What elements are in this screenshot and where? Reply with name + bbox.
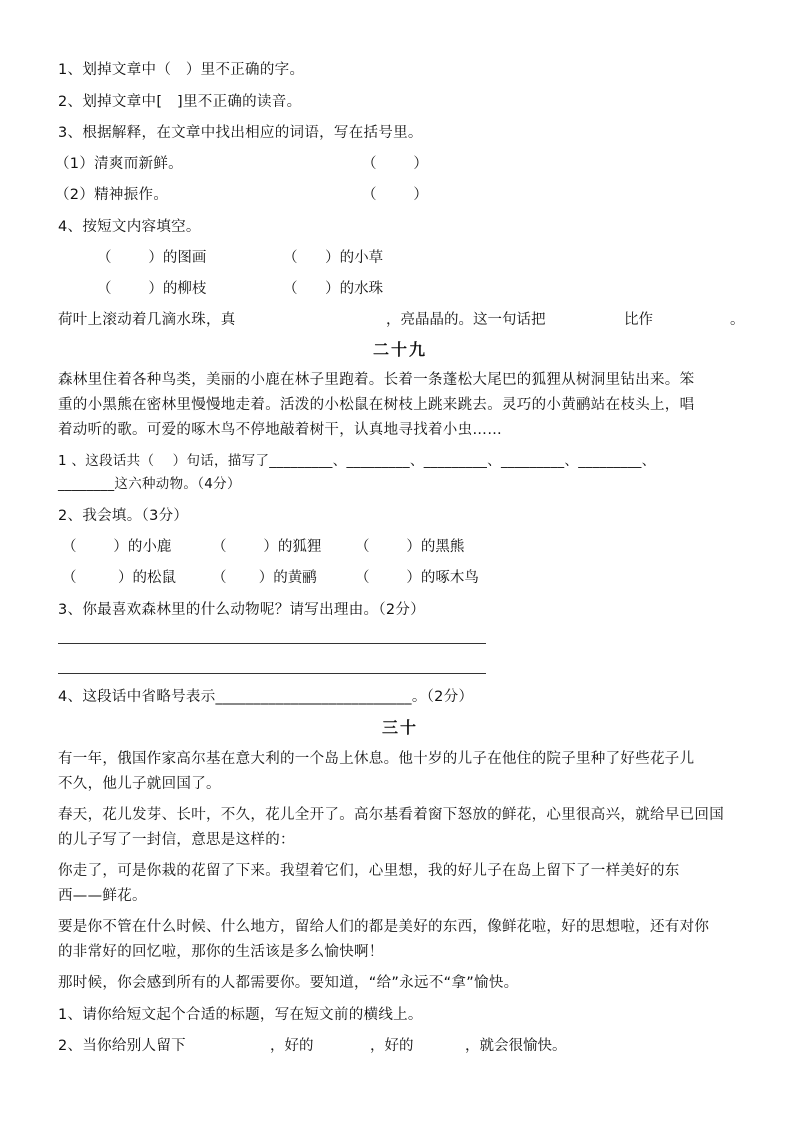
paragraph-line: 你走了，可是你栽的花留了下来。我望着它们，心里想，我的好儿子在岛上留下了一样美好的东 xyxy=(58,863,680,879)
question-1-cont: ________这六种动物。（4分） xyxy=(58,476,241,492)
paragraph-line: 重的小黑熊在密林里慢慢地走着。活泼的小松鼠在树枝上跳来跳去。灵巧的小黄鹂站在枝头上，唱 xyxy=(58,397,695,413)
question-3-item-1: （1）清爽而新鲜。 xyxy=(55,156,183,172)
fill-item[interactable]: （ ）的柳枝 xyxy=(97,281,207,297)
answer-line[interactable] xyxy=(58,673,486,674)
question-3-item-2: （2）精神振作。 xyxy=(55,187,169,203)
question-2-part: ，好的 xyxy=(270,1038,314,1054)
question-4: 4、按短文内容填空。 xyxy=(58,219,201,235)
paragraph-line: 春天，花儿发芽、长叶，不久，花儿全开了。高尔基看着窗下怒放的鲜花，心里很高兴，就给早已回国 xyxy=(58,807,724,823)
question-1: 1、划掉文章中（ ）里不正确的字。 xyxy=(58,62,305,78)
section-title: 三十 xyxy=(381,718,418,737)
question-2: 2、划掉文章中[ ]里不正确的读音。 xyxy=(58,94,302,110)
question-2-part: ，好的 xyxy=(370,1038,414,1054)
question-4: 4、这段话中省略号表示__________________________。（2分） xyxy=(58,689,474,705)
answer-blank[interactable]: （ ） xyxy=(362,187,428,203)
sentence-part: 。 xyxy=(730,312,745,328)
question-3: 3、你最喜欢森林里的什么动物呢？请写出理由。（2分） xyxy=(58,602,425,618)
fill-item[interactable]: （ ）的啄木鸟 xyxy=(355,570,479,586)
section-title: 二十九 xyxy=(372,340,427,359)
question-1: 1 、这段话共（ ）句话，描写了_________、_________、_________、_________、_________、 xyxy=(58,453,656,469)
sentence-part: ，亮晶晶的。这一句话把 xyxy=(386,312,546,328)
fill-item[interactable]: （ ）的狐狸 xyxy=(212,539,322,555)
question-2-part: 2、当你给别人留下 xyxy=(58,1038,186,1054)
question-2-part: ，就会很愉快。 xyxy=(465,1038,567,1054)
paragraph-line: 要是你不管在什么时候、什么地方，留给人们的都是美好的东西，像鲜花啦，好的思想啦，还有对你 xyxy=(58,919,710,935)
fill-item[interactable]: （ ）的松鼠 xyxy=(62,570,176,586)
answer-blank[interactable]: （ ） xyxy=(362,156,428,172)
paragraph-line: 的非常好的回忆啦，那你的生活该是多么愉快啊！ xyxy=(58,944,384,960)
paragraph-line: 森林里住着各种鸟类，美丽的小鹿在林子里跑着。长着一条蓬松大尾巴的狐狸从树洞里钻出来。笨 xyxy=(58,372,695,388)
paragraph-line: 西——鲜花。 xyxy=(58,888,147,904)
question-2: 2、我会填。（3分） xyxy=(58,508,189,524)
paragraph-line: 不久，他儿子就回国了。 xyxy=(58,776,221,792)
sentence-part: 比作 xyxy=(624,312,653,328)
paragraph-line: 那时候，你会感到所有的人都需要你。要知道，“给”永远不“拿”愉快。 xyxy=(58,975,519,991)
fill-item[interactable]: （ ）的黑熊 xyxy=(355,539,465,555)
question-3: 3、根据解释，在文章中找出相应的词语，写在括号里。 xyxy=(58,125,423,141)
paragraph-line: 着动听的歌。可爱的啄木鸟不停地敲着树干，认真地寻找着小虫…… xyxy=(58,422,502,438)
fill-item[interactable]: （ ）的小鹿 xyxy=(62,539,172,555)
question-1: 1、请你给短文起个合适的标题，写在短文前的横线上。 xyxy=(58,1007,423,1023)
sentence-part: 荷叶上滚动着几滴水珠，真 xyxy=(58,312,236,328)
fill-item[interactable]: （ ）的小草 xyxy=(283,250,384,266)
answer-line[interactable] xyxy=(58,643,486,644)
paragraph-line: 的儿子写了一封信，意思是这样的： xyxy=(58,832,295,848)
fill-item[interactable]: （ ）的图画 xyxy=(97,250,207,266)
fill-item[interactable]: （ ）的水珠 xyxy=(283,281,384,297)
paragraph-line: 有一年，俄国作家高尔基在意大利的一个岛上休息。他十岁的儿子在他住的院子里种了好些花子儿 xyxy=(58,751,695,767)
fill-item[interactable]: （ ）的黄鹂 xyxy=(212,570,317,586)
